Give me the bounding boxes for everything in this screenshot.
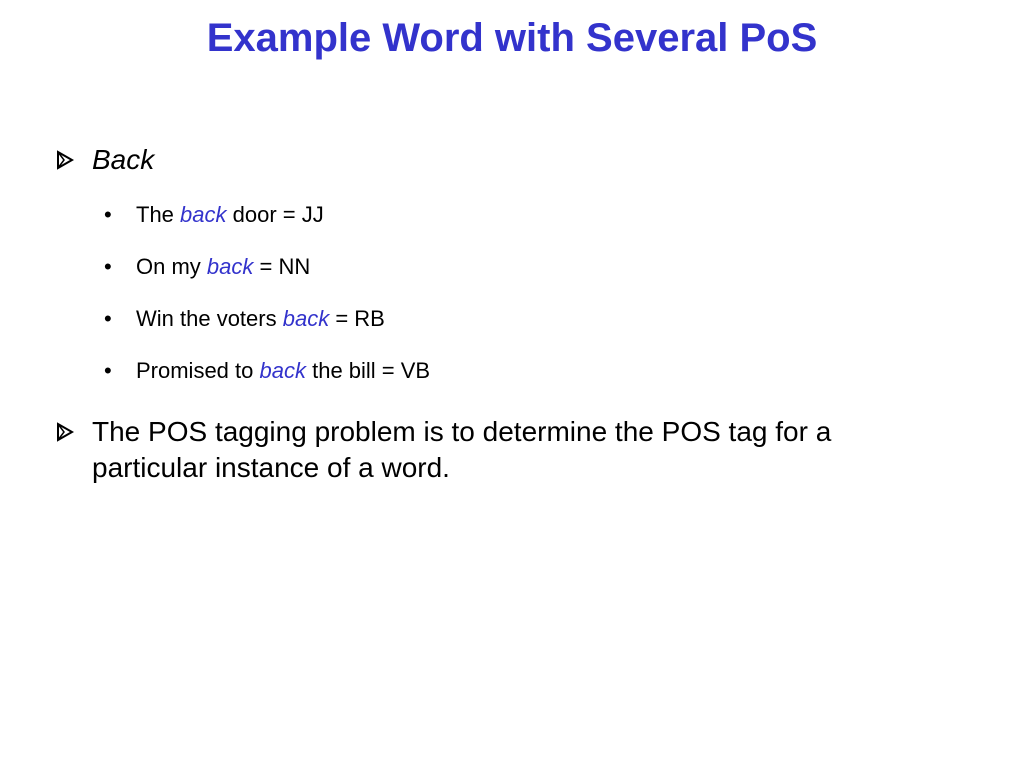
arrow-bullet-icon	[54, 142, 84, 178]
sub-bullet-after: door = JJ	[226, 202, 324, 227]
sub-bullet-emphasis: back	[180, 202, 227, 227]
dot-bullet-icon: •	[104, 306, 112, 331]
sub-bullet-text	[136, 357, 430, 385]
dot-bullet-icon: •	[104, 358, 112, 383]
arrow-bullet-icon	[54, 414, 84, 450]
sub-bullet-after: the bill = VB	[305, 358, 431, 383]
sub-bullet-text	[136, 305, 385, 333]
sub-bullet-before: The	[136, 202, 181, 227]
sub-bullet-after: = NN	[253, 254, 311, 279]
dot-bullet-icon: •	[104, 202, 112, 227]
sub-bullet-after: = RB	[329, 306, 385, 331]
sub-bullet-emphasis: back	[206, 254, 254, 279]
dot-bullet-icon: •	[104, 254, 112, 279]
bullet-definition-text: The POS tagging problem is to determine the POS tag for a particular instance of a word.	[92, 416, 832, 483]
sub-bullet-emphasis: back	[282, 306, 330, 331]
sub-bullet-before: Win the voters	[136, 306, 283, 331]
bullet-back-text: Back	[92, 144, 155, 175]
sub-bullet-emphasis: back	[259, 358, 306, 383]
sub-bullet-before: On my	[136, 254, 207, 279]
sub-bullet-text	[136, 201, 324, 229]
slide-title: Example Word with Several PoS	[206, 16, 818, 60]
sub-bullet-before: Promised to	[136, 358, 260, 383]
sub-bullet-text	[136, 253, 310, 281]
